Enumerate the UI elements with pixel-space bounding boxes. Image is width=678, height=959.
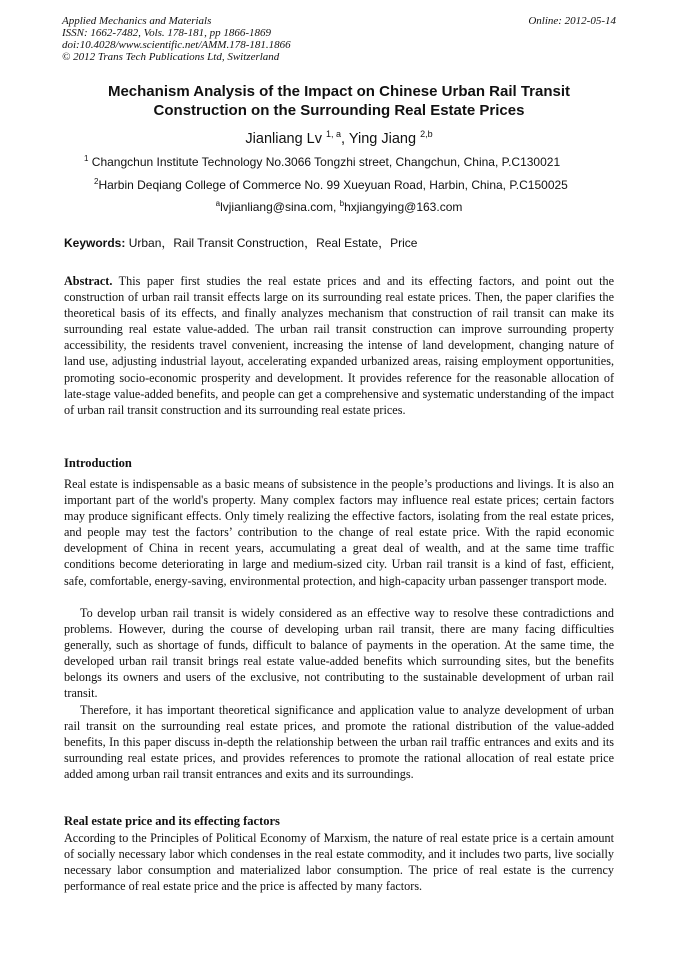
author-1-sup: 1, a xyxy=(326,129,342,139)
journal-header xyxy=(62,15,616,63)
author-2-sup: 2,b xyxy=(420,129,433,139)
online-date: Online: 2012-05-14 xyxy=(528,15,616,27)
section-heading-real-estate-price: Real estate price and its effecting factors xyxy=(64,814,280,828)
affiliation-1-sup: 1 xyxy=(84,154,89,163)
affiliation-1 xyxy=(84,155,678,170)
email-b-sup: b xyxy=(339,199,345,208)
affiliation-2 xyxy=(94,178,678,193)
author-separator: , xyxy=(341,131,349,147)
keywords xyxy=(64,236,616,251)
real-estate-paragraph-1: According to the Principles of Political Economy of Marxism, the nature of real estate price is a certain amount of socially necessary labor which condenses in the real estate commodity, and it includes two parts, live socially necessary labor consumption and materialized labor consumption. The price of real estate is the currency performance of real estate price and the price is affected by many factors. xyxy=(64,831,614,894)
section-heading-introduction: Introduction xyxy=(64,456,132,470)
abstract-label: Abstract. xyxy=(64,274,113,288)
intro-paragraph-1: Real estate is indispensable as a basic means of subsistence in the people’s productions and livings. It is also an important part of the world's property. Many complex factors may influence real estate prices; certain factors may produce significant effects. Only timely realizing the effective factors, isolating from the real estate prices, and people may test the factors’ contribution to the change of real estate price. With the rapid economic development of China in recent years, accumulating a great deal of wealth, and at the same time traffic conditions become deteriorating in large and medium-sized city. Urban rail transit is a kind of fast, efficient, safe, comfortable, energy-saving, environmental protection, and high-capacity urban passenger transport mode. xyxy=(64,477,614,588)
affiliation-1-text: Changchun Institute Technology No.3066 Tongzhi street, Changchun, China, P.C130021 xyxy=(88,155,561,169)
title-line-2: Construction on the Surrounding Real Estate Prices xyxy=(153,102,525,119)
email-a: lvjianliang@sina.com, xyxy=(220,200,340,214)
abstract xyxy=(64,273,614,418)
keywords-label: Keywords: xyxy=(64,236,126,250)
title-line-1: Mechanism Analysis of the Impact on Chinese Urban Rail Transit xyxy=(107,83,571,100)
keywords-text: Urban，Rail Transit Construction，Real Estate，Price xyxy=(125,236,418,250)
abstract-text: This paper first studies the real estate prices and and its effecting factors, and point out the construction of urban rail transit effects large on its surrounding real estate prices. Then, the paper clarifies the theoretical basis of its effects, and finally analyzes mechanism that construction of rail transit can make its surrounding real estate value-added. The urban rail transit construction can improve surrounding property accessibility, the residents travel convenient, increasing the intense of land development, changing nature of land use, adjusting industrial layout, accelerating expanded urbanized areas, raising employment opportunities, promoting socio-economic prosperity and development. It provides reference for the reasonable allocation of late-stage value-added benefits, and people can get a comprehensive and systematic understanding of the impact of urban rail transit construction and its surrounding real estate prices. xyxy=(64,274,614,417)
author-1-name: Jianliang Lv xyxy=(245,131,327,147)
issn-line: ISSN: 1662-7482, Vols. 178-181, pp 1866-1869 xyxy=(62,27,271,39)
email-a-sup: a xyxy=(215,199,221,208)
copyright-line: © 2012 Trans Tech Publications Ltd, Switzerland xyxy=(62,51,280,63)
doi-line: doi:10.4028/www.scientific.net/AMM.178-181.1866 xyxy=(62,39,291,51)
email-b: hxjiangying@163.com xyxy=(344,200,463,214)
author-list xyxy=(62,130,616,148)
affiliation-2-sup: 2 xyxy=(94,177,99,186)
author-emails xyxy=(62,200,616,215)
paper-title xyxy=(62,82,616,120)
intro-paragraph-3: Therefore, it has important theoretical significance and application value to analyze development of urban rail transit on the surrounding real estate prices, and promote the rational distribution of the value-added benefits, In this paper discuss in-depth the relationship between the urban rail traffic entrances and exits and its surrounding real estate prices, and provides references to promote the rational allocation of real estate price added among urban rail transit entrances and exits and its surroundings. xyxy=(64,703,614,782)
journal-name: Applied Mechanics and Materials xyxy=(62,15,212,27)
affiliation-2-text: Harbin Deqiang College of Commerce No. 99 Xueyuan Road, Harbin, China, P.C150025 xyxy=(98,178,568,192)
intro-paragraph-2: To develop urban rail transit is widely considered as an effective way to resolve these contradictions and problems. However, during the course of developing urban rail transit, there are many facing difficulties generally, such as shortage of funds, difficult to balance of payments in the operation. At the same time, the developed urban rail transit brings real estate value-added benefits which surrounding sites, but the benefits belongs its owners and users of the exclusive, not contributing to the sustainable development of urban rail transit. xyxy=(64,606,614,701)
author-2-name: Ying Jiang xyxy=(348,131,421,147)
